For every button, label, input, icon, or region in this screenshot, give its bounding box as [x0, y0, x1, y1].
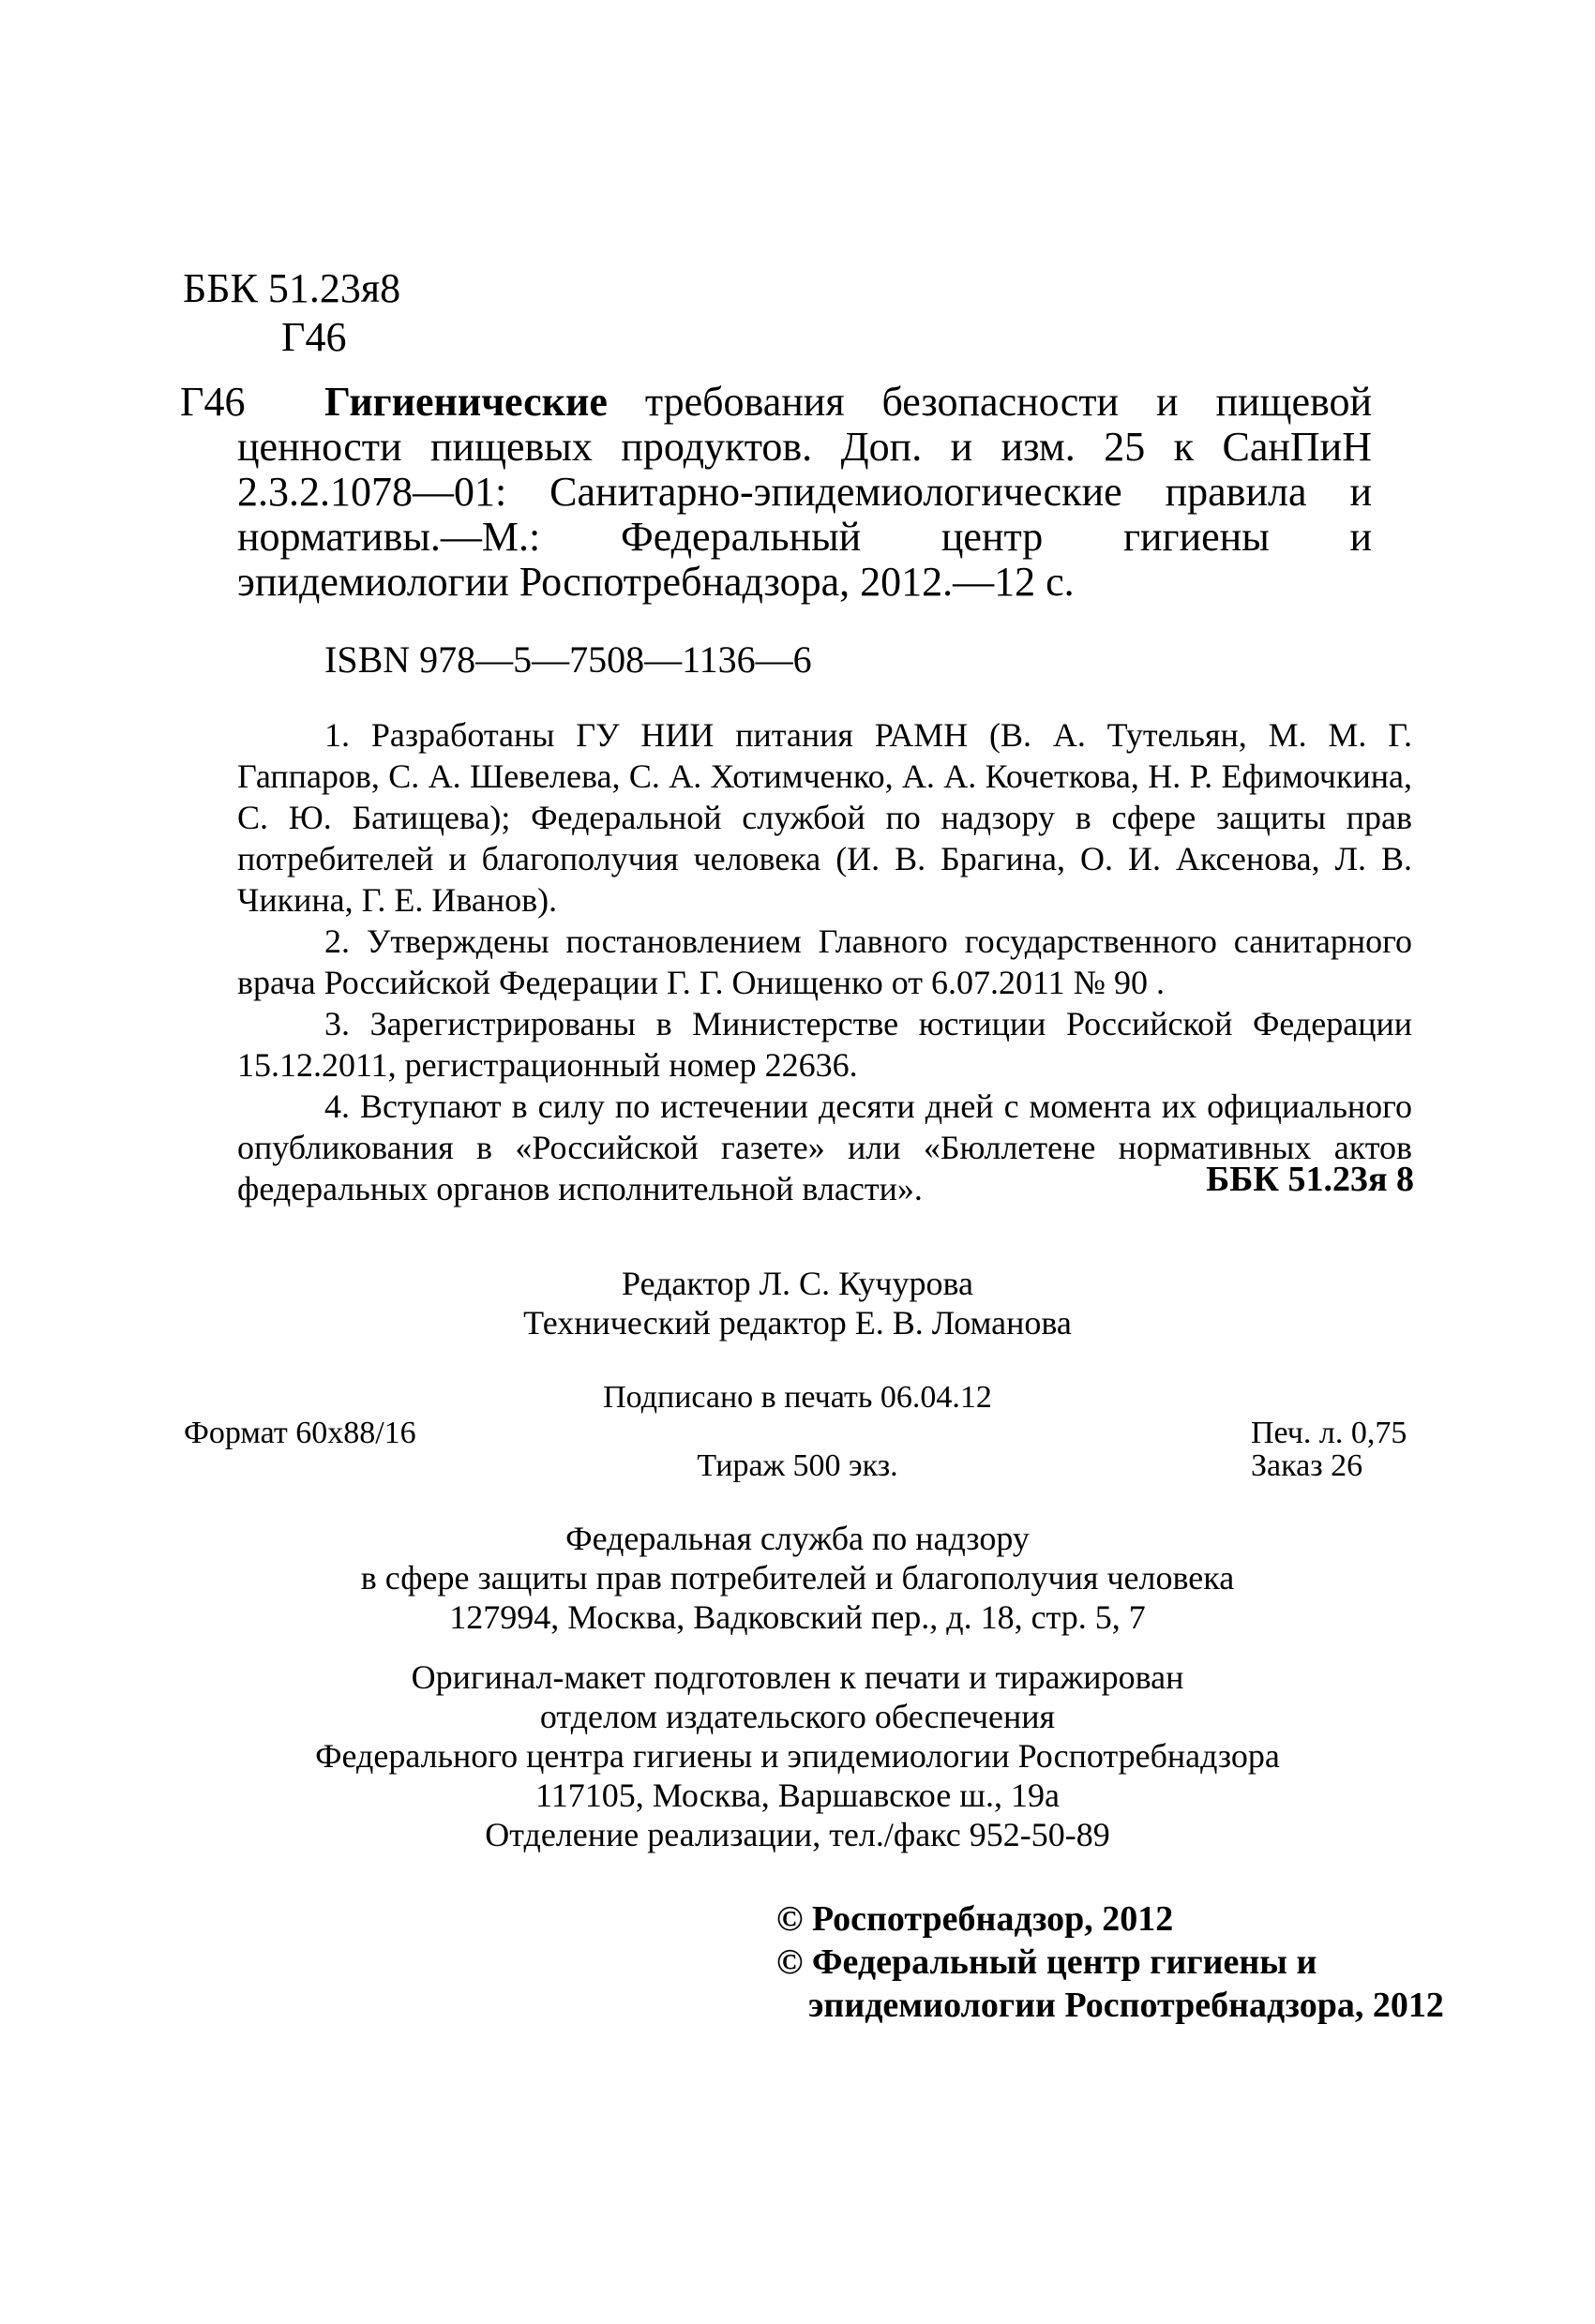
copyright-line: © Роспотребнадзор, 2012: [776, 1899, 1174, 1939]
copyright-line: эпидемиологии Роспотребнадзора, 2012: [808, 1986, 1444, 2025]
printer-line: Федерального центра гигиены и эпидемиологии Роспотребнадзора: [315, 1737, 1280, 1775]
publisher-line: Федеральная служба по надзору: [565, 1520, 1030, 1557]
note-item: 1. Разработаны ГУ НИИ питания РАМН (В. А. Тутельян, М. М. Г. Гаппаров, С. А. Шевелева, С. А. Хотимченко, А. А. Кочеткова, Н. Р. Ефимочкина, С. Ю. Батищева); Федеральной службой по надзору в сфере защиты прав потребителей и благополучия человека (И. В. Брагина, О. И. Аксенова, Л. В. Чикина, Г. Е. Иванов).: [237, 716, 1412, 919]
note-item: 3. Зарегистрированы в Министерстве юстиции Российской Федерации 15.12.2011, регистрационный номер 22636.: [237, 1005, 1412, 1084]
bbk-footer-code: ББК 51.23я 8: [1206, 1160, 1414, 1199]
entry-description: требования безопасности и пищевой ценности пищевых продуктов. Доп. и изм. 25 к СанПиН 2.3.2.1078—01: Санитарно-эпидемиологические правила и нормативы.—М.: Федеральный центр гигиены и эпидемиологии Роспотребнадзора, 2012.—12 с.: [237, 379, 1372, 605]
editor: Редактор Л. С. Кучурова: [622, 1265, 973, 1302]
publisher-line: в сфере защиты прав потребителей и благополучия человека: [360, 1559, 1235, 1597]
publisher-address: 127994, Москва, Вадковский пер., д. 18, стр. 5, 7: [449, 1598, 1146, 1636]
note-item: 2. Утверждены постановлением Главного государственного санитарного врача Российской Федерации Г. Г. Онищенко от 6.07.2011 № 90 .: [237, 922, 1412, 1001]
isbn: ISBN 978—5—7508—1136—6: [324, 638, 812, 681]
format: Формат 60x88/16: [184, 1416, 416, 1450]
note-item: 4. Вступают в силу по истечении десяти дней с момента их официального опубликования в «Российской газете» или «Бюллетене нормативных актов федеральных органов исполнительной власти».: [237, 1087, 1412, 1207]
author-mark: Г46: [281, 314, 347, 360]
copyright-block: [776, 1897, 1444, 2027]
circulation: Тираж 500 экз.: [697, 1448, 898, 1483]
copyright-line: © Федеральный центр гигиены и: [776, 1942, 1317, 1982]
notes-list: [237, 714, 1412, 1209]
printer-line: отделом издательского обеспечения: [539, 1698, 1056, 1735]
bibliographic-entry: [237, 380, 1372, 605]
publisher-block: [0, 1519, 1595, 1637]
entry-author-mark: Г46: [180, 379, 246, 425]
entry-title: Гигиенические: [324, 379, 608, 425]
tech-editor: Технический редактор Е. В. Ломанова: [523, 1304, 1072, 1342]
order-number: Заказ 26: [1251, 1448, 1363, 1483]
printer-line: Оригинал-макет подготовлен к печати и тиражирован: [411, 1658, 1184, 1696]
bbk-code: ББК 51.23я8: [183, 265, 401, 311]
editors-block: [0, 1264, 1595, 1342]
bbk-header: [183, 264, 400, 362]
signed-to-print: Подписано в печать 06.04.12: [603, 1380, 992, 1415]
printer-contact: Отделение реализации, тел./факс 952-50-89: [485, 1816, 1110, 1853]
print-sheets: Печ. л. 0,75: [1251, 1416, 1407, 1450]
printer-address: 117105, Москва, Варшавское ш., 19а: [535, 1777, 1060, 1814]
printer-block: [0, 1657, 1595, 1854]
